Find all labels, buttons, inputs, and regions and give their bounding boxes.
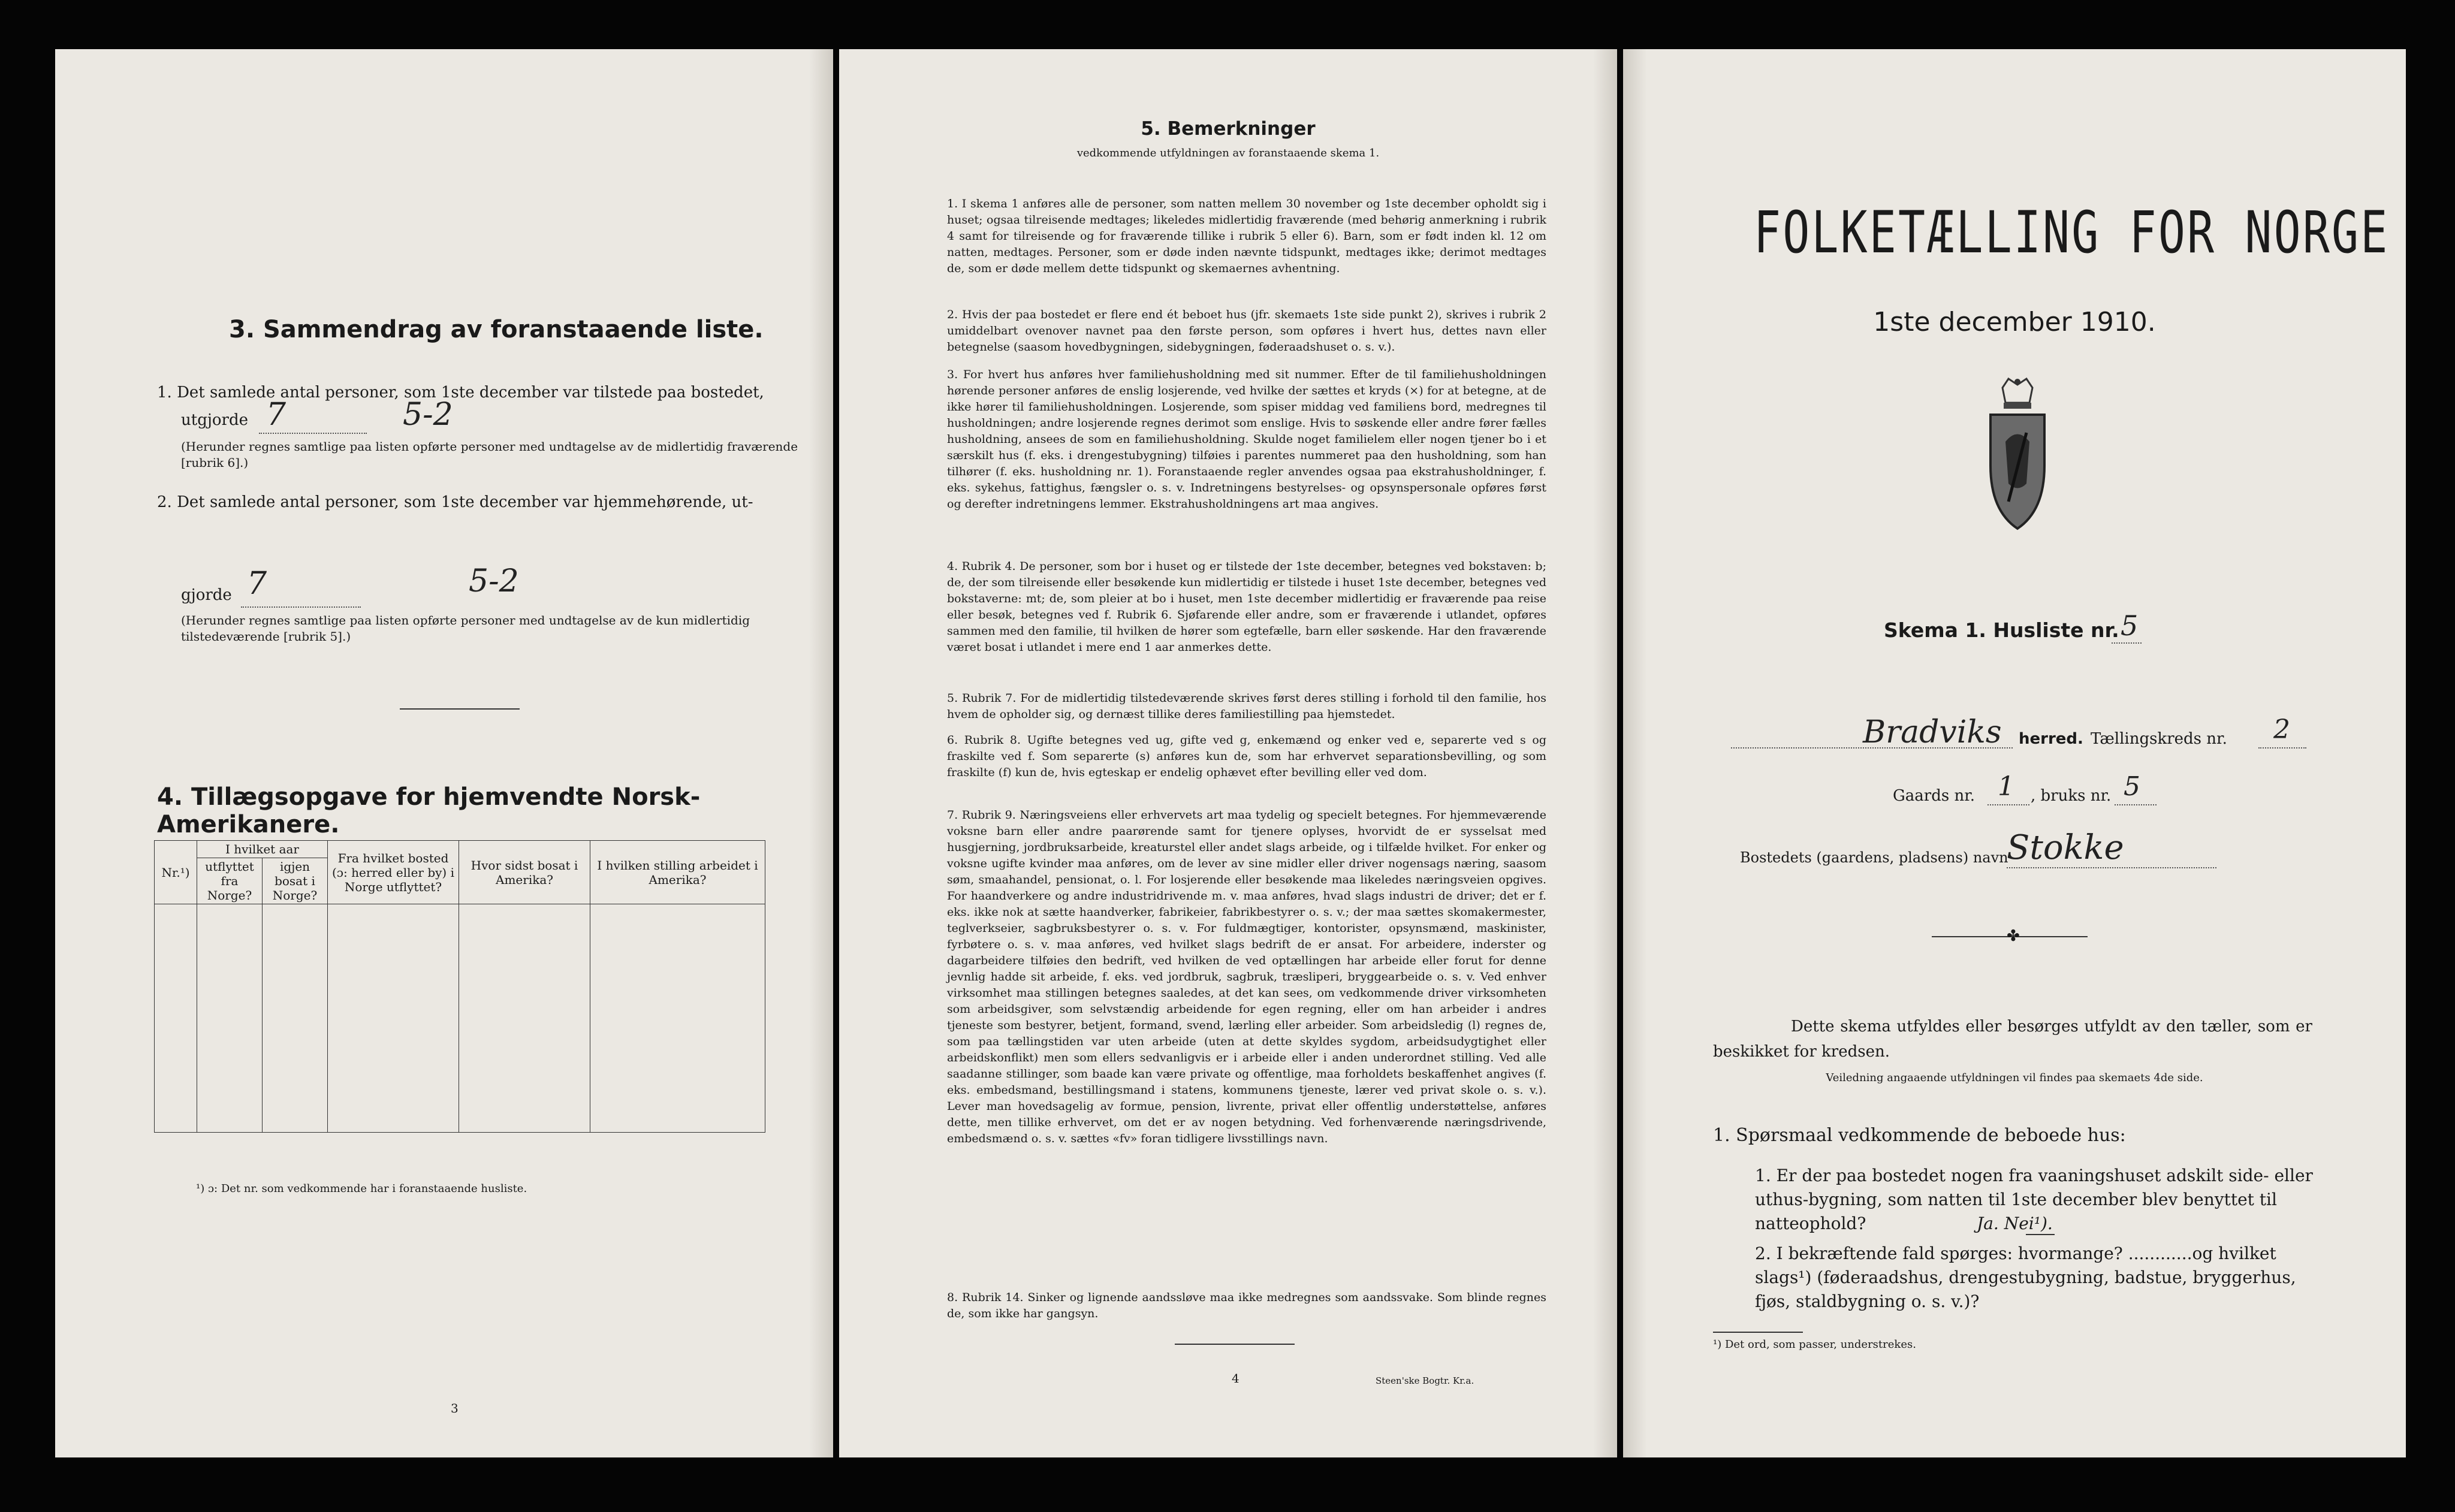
section5-title: 5. Bemerkninger xyxy=(1141,118,1316,140)
fold-shadow xyxy=(1593,49,1617,1457)
page-number: 3 xyxy=(451,1401,459,1416)
footnote-rule xyxy=(1713,1332,1803,1333)
bruks-value: 5 xyxy=(2124,771,2140,802)
item2-text: 2. Det samlede antal personer, som 1ste december var hjemmehørende, ut- xyxy=(157,493,753,511)
item2-value: 7 xyxy=(247,566,267,602)
page-3 xyxy=(55,49,833,1457)
census-date: 1ste december 1910. xyxy=(1873,307,2156,337)
col-igjen: igjen bosat i Norge? xyxy=(263,858,328,904)
section4-title: 4. Tillægsopgave for hjemvendte Norsk-Amerikanere. xyxy=(157,783,701,838)
norsk-amerikanere-table xyxy=(154,840,765,1133)
fold-shadow xyxy=(1623,49,1647,1457)
kreds-value: 2 xyxy=(2273,714,2290,745)
fold-shadow xyxy=(809,49,833,1457)
page-4 xyxy=(839,49,1617,1457)
col-fra: Fra hvilket bosted (ɔ: herred eller by) i Norge utflyttet? xyxy=(328,841,459,904)
question-header: 1. Spørsmaal vedkommende de beboede hus: xyxy=(1713,1125,2126,1146)
intro-text: Dette skema utfyldes eller besørges utfyldt av den tæller, som er beskikket for kredsen. xyxy=(1713,1018,2312,1061)
table-row xyxy=(155,927,765,950)
husliste-dotline xyxy=(2112,642,2142,644)
bruks-dotline xyxy=(2115,804,2157,805)
item1-text: 1. Det samlede antal personer, som 1ste december var tilstede paa bostedet, xyxy=(157,384,764,402)
remark-6: 6. Rubrik 8. Ugifte betegnes ved ug, gifte ved g, enkemænd og enker ved e, separerte ved s og fraskilte ved f. Som separerte (s) anføres kun de, som har erhvervet separationsbevilling, og som fraskilte (f) kun de, hvis egteskap er endelig ophævet efter bevilling eller ved dom. xyxy=(947,734,1546,779)
item2-note: (Herunder regnes samtlige paa listen opførte personer med undtagelse av de kun midlertidig tilstedeværende [rubrik 5].) xyxy=(181,613,750,644)
item1-dotline xyxy=(259,433,367,434)
intro-note: Veiledning angaaende utfyldningen vil findes paa skemaets 4de side. xyxy=(1826,1072,2203,1084)
col-utflyttet: utflyttet fra Norge? xyxy=(197,858,263,904)
main-title: FOLKETÆLLING FOR NORGE xyxy=(1754,199,2390,266)
col-group-aar: I hvilket aar xyxy=(197,841,328,858)
remark-7: 7. Rubrik 9. Næringsveiens eller erhvervets art maa tydelig og specielt betegnes. For hjemmeværende voksne barn eller andre paarørende samt for tjenere oplyses, hvorvidt de er sysselsat med husgjerning, jordbruksarbeide, kreaturstel eller andet slags arbeide, og i tilfælde hvilket. For enker og voksne ugifte kvinder maa anføres, om de lever av sine midler eller driver nogensags næring, saasom søm, smaahandel, pensionat, o. l. For losjerende eller besøkende maa likeledes næringsveien opgives. For haandverkere og andre industridrivende m. v. maa anføres, hvad slags industri de driver; det er f. eks. ikke nok at sætte haandverker, fabrikeier, fabrikbestyrer o. s. v.; der maa sættes skomakermester, teglverkseier, sagbruksbestyrer o. s. v. For fuldmægtiger, kontorister, opsynsmænd, maskinister, fyrbøtere o. s. v. maa anføres, ved hvilket slags bedrift de er ansat. For arbeidere, inderster og dagarbeidere tilføies den bedrift, ved hvilken de ved optællingen har arbeide eller forut for denne jevnlig hadde sit arbeide, f. eks. ved jordbruk, sagbruk, træsliperi, bryggearbeide o. s. v. Ved enhver virksomhet maa stillingen betegnes saaledes, at det kan sees, om vedkommende driver virksomheten som arbeidsgiver, som selvstændig arbeidende for egen regning, eller om han arbeider i andres tjeneste som bestyrer, betjent, formand, svend, lærling eller arbeider. Som arbeidsledig (l) regnes de, som paa tællingstiden var uten arbeide (uten at dette skyldes sygdom, arbeidsudygtighet eller arbeidskonflikt) men som ellers sedvanligvis er i arbeide eller i anden underordnet stilling. Ved alle saadanne stillinger, som baade kan være private og offentlige, maa forholdets beskaffenhet angives (f. eks. embedsmand, bestillingsmand i statens, kommunens tjeneste, lærer ved privat skole o. s. v.). Lever man hovedsagelig av formue, pension, livrente, privat eller offentlig understøttelse, anføres dette, men tillike erhvervet, om det er av nogen betydning. Ved forhenværende næringsdrivende, embedsmænd o. s. v. sættes «fv» foran tidligere livsstillings navn. xyxy=(947,808,1546,1145)
bosted-dotline xyxy=(2007,867,2216,868)
remark-4: 4. Rubrik 4. De personer, som bor i huset og er tilstede der 1ste december, betegnes ved bokstaven: b; de, der som tilreisende eller besøkende kun midlertidig er tilstede i huset 1ste december, betegnes ved bokstaverne: mt; de, som pleier at bo i huset, men 1ste december midlertidig er fraværende paa reise eller besøk, betegnes ved f. Rubrik 6. Sjøfarende eller andre, som er fraværende i utlandet, opføres sammen med den familie, til hvilken de hører som egtefælle, barn eller søskende. Har den fraværende været bosat i utlandet i mere end 1 aar anmerkes dette. xyxy=(947,560,1546,654)
question-1-answer: Ja. Nei¹). xyxy=(1977,1214,2053,1233)
divider xyxy=(1175,1344,1295,1345)
husliste-value: 5 xyxy=(2121,609,2139,642)
bruks-label: , bruks nr. xyxy=(2031,787,2112,805)
col-hvor: Hvor sidst bosat i Amerika? xyxy=(459,841,590,904)
table-row xyxy=(155,973,765,995)
table-row xyxy=(155,995,765,1018)
schema-label: Skema 1. Husliste nr. xyxy=(1884,618,2119,642)
table-row xyxy=(155,1087,765,1109)
gaards-dotline xyxy=(1987,804,2029,805)
bosted-label: Bostedets (gaardens, pladsens) navn xyxy=(1740,849,2008,866)
remark-5: 5. Rubrik 7. For de midlertidig tilstedeværende skrives først deres stilling i forhold til den familie, hos hvem de opholder sig, og dernæst tillike deres familiestilling paa hjemstedet. xyxy=(947,692,1546,721)
ornament-icon: ✤ xyxy=(2007,927,2020,945)
item1-label: utgjorde xyxy=(181,411,249,429)
page-number: 4 xyxy=(1232,1371,1239,1386)
coat-of-arms-icon xyxy=(1984,376,2050,532)
answer-underline xyxy=(2026,1234,2055,1235)
col-stilling: I hvilken stilling arbeidet i Amerika? xyxy=(590,841,765,904)
page-1 xyxy=(1623,49,2406,1457)
divider xyxy=(400,708,520,710)
section3-title: 3. Sammendrag av foranstaaende liste. xyxy=(229,316,764,343)
col-nr: Nr.¹) xyxy=(155,841,197,904)
herred-value: Bradviks xyxy=(1863,714,2002,750)
remark-8: 8. Rubrik 14. Sinker og lignende aandssløve maa ikke medregnes som aandssvake. Som blinde regnes de, som ikke har gangsyn. xyxy=(947,1291,1546,1320)
table-row xyxy=(155,1064,765,1087)
table-row xyxy=(155,1018,765,1041)
gaards-label: Gaards nr. xyxy=(1893,787,1976,805)
question-2: 2. I bekræftende fald spørges: hvormange? ............og hvilket slags¹) (føderaadshus, drengestubygning, badstue, bryggerhus, fjøs, staldbygning o. s. v.)? xyxy=(1755,1244,2296,1311)
bosted-value: Stokke xyxy=(2007,828,2124,867)
item2-dotline xyxy=(241,606,361,608)
item1-correction: 5-2 xyxy=(403,397,453,433)
item2-correction: 5-2 xyxy=(469,563,519,599)
remark-2: 2. Hvis der paa bostedet er flere end ét beboet hus (jfr. skemaets 1ste side punkt 2), skrives i rubrik 2 umiddelbart ovenover navnet paa den første person, som opføres i hvert hus, dettes navn eller betegnelse (saasom hovedbygningen, sidebygningen, føderaadshuset o. s. v.). xyxy=(947,308,1546,354)
herred-label: herred. xyxy=(2019,730,2083,748)
gaards-value: 1 xyxy=(1998,771,2014,802)
section5-subtitle: vedkommende utfyldningen av foranstaaende skema 1. xyxy=(1076,147,1380,159)
table-row xyxy=(155,1041,765,1064)
item1-note: (Herunder regnes samtlige paa listen opførte personer med undtagelse av de midlertidig fraværende [rubrik 6].) xyxy=(181,439,798,470)
table-row xyxy=(155,1109,765,1133)
remark-1: 1. I skema 1 anføres alle de personer, som natten mellem 30 november og 1ste december opholdt sig i huset; ogsaa tilreisende medtages; likeledes midlertidig fraværende (med behørig anmerkning i rubrik 4 samt for tilreisende og for fraværende tillike i rubrik 5 eller 6). Barn, som er født inden kl. 12 om natten, medtages. Personer, som er døde inden nævnte tidspunkt, medtages ikke; derimot medtages de, som er døde mellem dette tidspunkt og skemaernes avhentning. xyxy=(947,197,1546,275)
footnote: ¹) ɔ: Det nr. som vedkommende har i foranstaaende husliste. xyxy=(196,1182,527,1195)
item1-value: 7 xyxy=(266,397,286,433)
kreds-dotline xyxy=(2258,747,2306,749)
kreds-label: Tællingskreds nr. xyxy=(2091,730,2227,748)
footnote: ¹) Det ord, som passer, understrekes. xyxy=(1713,1338,1916,1351)
printer-mark: Steen'ske Bogtr. Kr.a. xyxy=(1376,1375,1474,1386)
item2-label: gjorde xyxy=(181,586,232,604)
table-row xyxy=(155,950,765,973)
table-row xyxy=(155,904,765,928)
question-1: 1. Er der paa bostedet nogen fra vaaningshuset adskilt side- eller uthus-bygning, som natten til 1ste december blev benyttet til natteophold? xyxy=(1755,1166,2313,1233)
remark-3: 3. For hvert hus anføres hver familiehusholdning med sit nummer. Efter de til familiehusholdningen hørende personer anføres de enslig losjerende, ved hvilke der sættes et kryds (×) for at betegne, at de ikke hører til familiehusholdningen. Losjerende, som spiser middag ved familiens bord, medregnes til husholdningen; andre losjerende regnes derimot som enslige. Hvis to søskende eller andre fører fælles husholdning, ansees de som en familiehusholdning. Skulde noget familielem eller nogen tjener bo i et særskilt hus (f. eks. i drengestubygning) tilføies i parentes nummeret paa den husholdning, som han tilhører (f. eks. husholdning nr. 1). Foranstaaende regler anvendes ogsaa paa ekstrahusholdninger, f. eks. sykehus, fattighus, fængsler o. s. v. Indretningens bestyrelses- og opsynspersonale opføres først og derefter indretningens lemmer. Ekstrahusholdningens art maa angives. xyxy=(947,368,1546,511)
